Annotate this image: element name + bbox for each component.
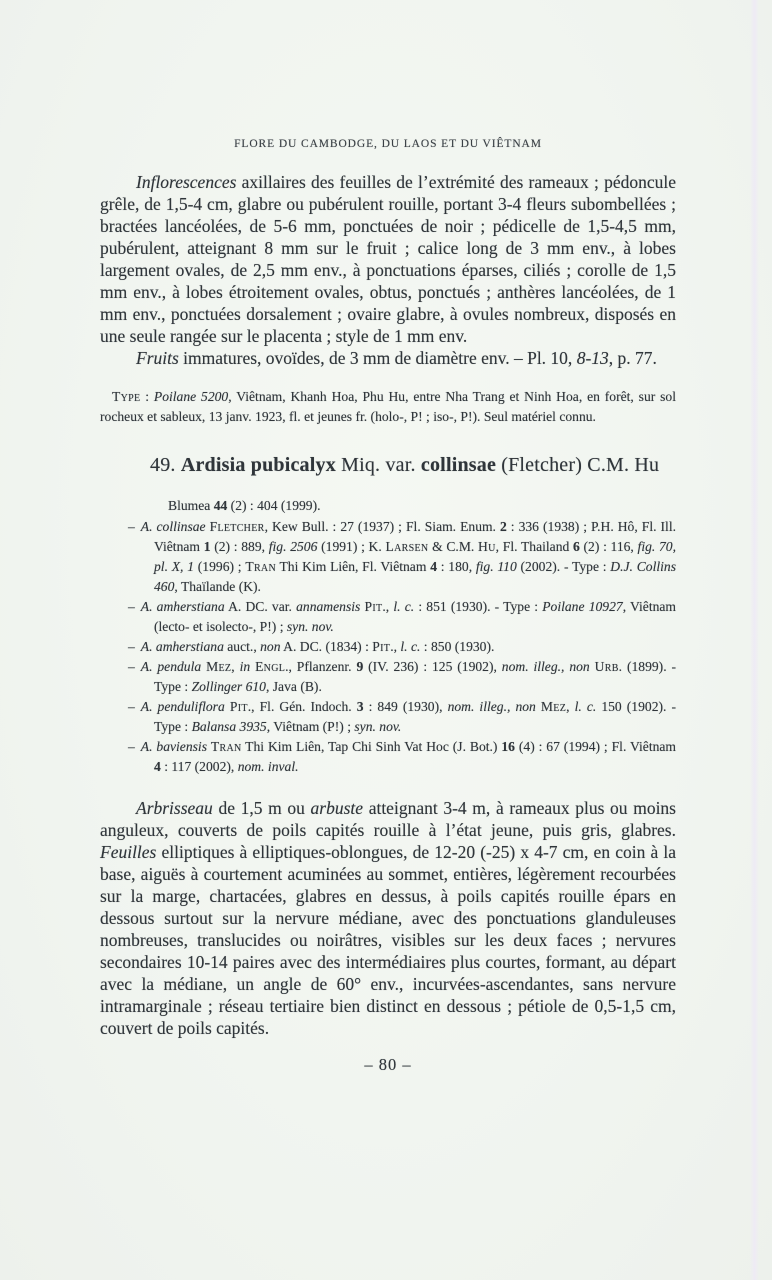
text-run: 6: [573, 539, 580, 554]
text-run: Pit: [372, 639, 391, 654]
text-run: nom. inval.: [237, 759, 299, 774]
text-run: Thi Kim Liên, Tap Chi Sinh Vat Hoc (J. Bot.): [241, 739, 502, 754]
text-run: 4: [430, 559, 437, 574]
text-block: [100, 0, 676, 1075]
text-run: (2) : 404 (1999).: [227, 498, 321, 513]
text-run: 3: [356, 699, 364, 714]
text-run: , Viêtnam (P!) ;: [266, 719, 355, 734]
text-run: A. baviensis: [140, 739, 207, 754]
text-run: nom. illeg., non: [447, 699, 536, 714]
text-run: atteignant 3-4 m, à rameaux plus ou moins anguleux, couverts de poils capités rouille à l’état jeune, puis gris, glabres.: [100, 798, 676, 840]
text-run: : 336 (1938) ; P.H. Hô, Fl. Ill. Viêtnam: [154, 519, 676, 554]
text-run: 9: [356, 659, 364, 674]
dash-marker: –: [128, 599, 135, 614]
text-run: nom. illeg., non: [501, 659, 590, 674]
text-run: de 1,5 m ou: [212, 798, 311, 818]
text-run: (2002). - Type :: [516, 559, 611, 574]
text-run: non: [260, 639, 281, 654]
text-run: fig. 2506: [268, 539, 318, 554]
text-run: fig. 70, pl. X, 1: [154, 539, 676, 574]
scan-edge-artifact: [750, 0, 759, 1280]
text-run: , p. 77.: [608, 348, 657, 368]
text-run: , Kew Bull. : 27 (1937) ; Fl. Siam. Enum.: [264, 519, 500, 534]
text-run: A. collinsae: [140, 519, 206, 534]
text-run: 150 (1902). - Type :: [154, 699, 676, 734]
text-run: 2: [499, 519, 507, 534]
text-run: Ardisia pubicalyx: [180, 454, 336, 476]
text-run: Mez: [540, 699, 567, 714]
text-run: (2) : 116,: [579, 539, 638, 554]
synonymy-entry: [128, 697, 676, 737]
dash-marker: –: [128, 519, 135, 534]
text-run: Engl: [255, 659, 286, 674]
text-run: Miq. var.: [335, 454, 421, 476]
text-run: , Viêtnam, Khanh Hoa, Phu Hu, entre Nha Trang et Ninh Hoa, en forêt, sur sol rocheux et sableux, 13 janv. 1923, fl. et jeunes fr. (holo-, P! ; iso-, P!). Seul matériel connu.: [100, 389, 677, 424]
text-run: 4: [154, 759, 161, 774]
text-run: ., Fl. Gén. Indoch.: [247, 699, 357, 714]
species-citation: [168, 496, 676, 516]
text-run: in: [239, 659, 251, 674]
synonymy-entry: [128, 657, 676, 697]
text-run: (IV. 236) : 125 (1902),: [363, 659, 502, 674]
text-run: arbuste: [310, 798, 364, 818]
text-run: Inflorescences: [136, 172, 237, 192]
text-run: annamensis: [296, 599, 361, 614]
text-run: D.J. Collins 460: [154, 559, 676, 594]
text-run: , Viêtnam (lecto- et isolecto-, P!) ;: [154, 599, 677, 634]
text-run: 1: [203, 539, 211, 554]
text-run: , Fl. Thailand: [495, 539, 573, 554]
text-run: Poilane 5200: [153, 389, 229, 404]
text-run: A. amherstiana: [140, 599, 225, 614]
text-run: elliptiques à elliptiques-oblongues, de 12-20 (-25) x 4-7 cm, en coin à la base, aiguës à courtement acuminées au sommet, entières, légèrement recourbées sur la marge, chartacées, glabres en dessus, à poils capités rouille épars en dessous surtout sur la nervure médiane, avec des ponctuations glanduleuses nombreuses, translucides ou noirâtres, visibles sur les deux faces ; nervures secondaires 10-14 paires avec des intermédiaires plus courtes, formant, au départ avec la médiane, un angle de 60° env., incurvées-ascendantes, sans nervure intramarginale ; réseau tertiaire bien distinct en dessous ; pétiole de 0,5-1,5 cm, couvert de poils capités.: [100, 842, 676, 1038]
text-run: (1996) ;: [194, 559, 246, 574]
text-run: Thi Kim Liên, Fl. Viêtnam: [275, 559, 431, 574]
text-run: Fruits: [136, 348, 179, 368]
text-run: .,: [382, 599, 394, 614]
text-run: Pit: [364, 599, 383, 614]
text-run: : 850 (1930).: [420, 639, 495, 654]
text-run: Tran: [245, 559, 276, 574]
text-run: l. c.: [393, 599, 415, 614]
dash-marker: –: [128, 659, 135, 674]
text-run: Feuilles: [100, 842, 157, 862]
text-run: . (1899). - Type :: [154, 659, 677, 694]
text-run: Balansa 3935: [191, 719, 267, 734]
text-run: Pit: [229, 699, 248, 714]
text-run: , Java (B).: [265, 679, 322, 694]
text-run: 49.: [150, 454, 181, 476]
synonymy-entry: [128, 517, 676, 597]
text-run: (4) : 67 (1994) ; Fl. Viêtnam: [514, 739, 676, 754]
text-run: Urb: [594, 659, 619, 674]
dash-marker: –: [128, 739, 135, 754]
dash-marker: –: [128, 639, 135, 654]
text-run: : 851 (1930). - Type :: [414, 599, 543, 614]
dash-marker: –: [128, 699, 135, 714]
text-run: 44: [213, 498, 228, 513]
text-run: Larsen: [385, 539, 429, 554]
text-run: : 849 (1930),: [363, 699, 448, 714]
text-run: Tran: [210, 739, 242, 754]
text-run: Hu: [478, 539, 496, 554]
text-run: syn. nov.: [286, 619, 334, 634]
text-run: & C.M.: [428, 539, 479, 554]
text-run: Poilane 10927: [542, 599, 623, 614]
text-run: ,: [231, 659, 240, 674]
description-paragraph: [100, 797, 676, 1039]
text-run: syn. nov.: [354, 719, 402, 734]
text-run: A. penduliflora: [140, 699, 225, 714]
synonymy-entry: [128, 597, 676, 637]
species-heading: [150, 454, 676, 477]
text-run: : 180,: [436, 559, 476, 574]
text-run: Type: [112, 389, 141, 404]
running-head: FLORE DU CAMBODGE, DU LAOS ET DU VIÊTNAM: [234, 138, 542, 150]
text-run: l. c.: [400, 639, 421, 654]
text-run: ., Pflanzenr.: [285, 659, 357, 674]
text-run: 8-13: [576, 348, 609, 368]
text-run: immatures, ovoïdes, de 3 mm de diamètre env. – Pl. 10,: [178, 348, 577, 368]
synonymy-entry: [128, 737, 676, 777]
text-run: Fletcher: [209, 519, 265, 534]
text-run: .,: [390, 639, 401, 654]
text-run: Arbrisseau: [136, 798, 213, 818]
type-note: [100, 387, 676, 427]
text-run: auct.,: [223, 639, 261, 654]
text-run: Blumea: [168, 498, 214, 513]
synonymy-entry: [128, 637, 676, 657]
text-run: (1991) ; K.: [317, 539, 386, 554]
text-run: ,: [566, 699, 575, 714]
text-run: A. DC. var.: [224, 599, 297, 614]
text-run: A. pendula: [140, 659, 202, 674]
text-run: l. c.: [574, 699, 597, 714]
text-run: :: [140, 389, 154, 404]
text-run: fig. 110: [475, 559, 517, 574]
text-run: Zollinger 610: [191, 679, 266, 694]
text-run: (2) : 889,: [210, 539, 269, 554]
text-run: A. amherstiana: [140, 639, 224, 654]
text-run: collinsae: [420, 454, 497, 476]
text-run: Mez: [206, 659, 232, 674]
fruits-paragraph: [100, 347, 676, 369]
synonymy-list: [128, 517, 676, 777]
text-run: 16: [501, 739, 515, 754]
inflorescences-paragraph: [100, 171, 676, 347]
text-run: axillaires des feuilles de l’extrémité des rameaux ; pédoncule grêle, de 1,5-4 cm, glabre ou pubérulent rouille, portant 3-4 fleurs subombellées ; bractées lancéolées, de 5-6 mm, ponctuées de noir ; pédicelle de 1,5-4,5 mm, pubérulent, atteignant 8 mm sur le fruit ; calice long de 3 mm env., à lobes largement ovales, de 2,5 mm env., à ponctuations éparses, ciliés ; corolle de 1,5 mm env., à lobes étroitement ovales, obtus, ponctués ; anthères lancéolées, de 1 mm env., ponctuées dorsalement ; ovaire glabre, à ovules nombreux, disposés en une seule rangée sur le placenta ; style de 1 mm env.: [100, 172, 676, 346]
text-run: : 117 (2002),: [160, 759, 238, 774]
text-run: A. DC. (1834) :: [280, 639, 373, 654]
text-run: , Thaïlande (K).: [174, 579, 261, 594]
text-run: (Fletcher) C.M. Hu: [496, 454, 660, 476]
page-number: – 80 –: [364, 1055, 412, 1074]
